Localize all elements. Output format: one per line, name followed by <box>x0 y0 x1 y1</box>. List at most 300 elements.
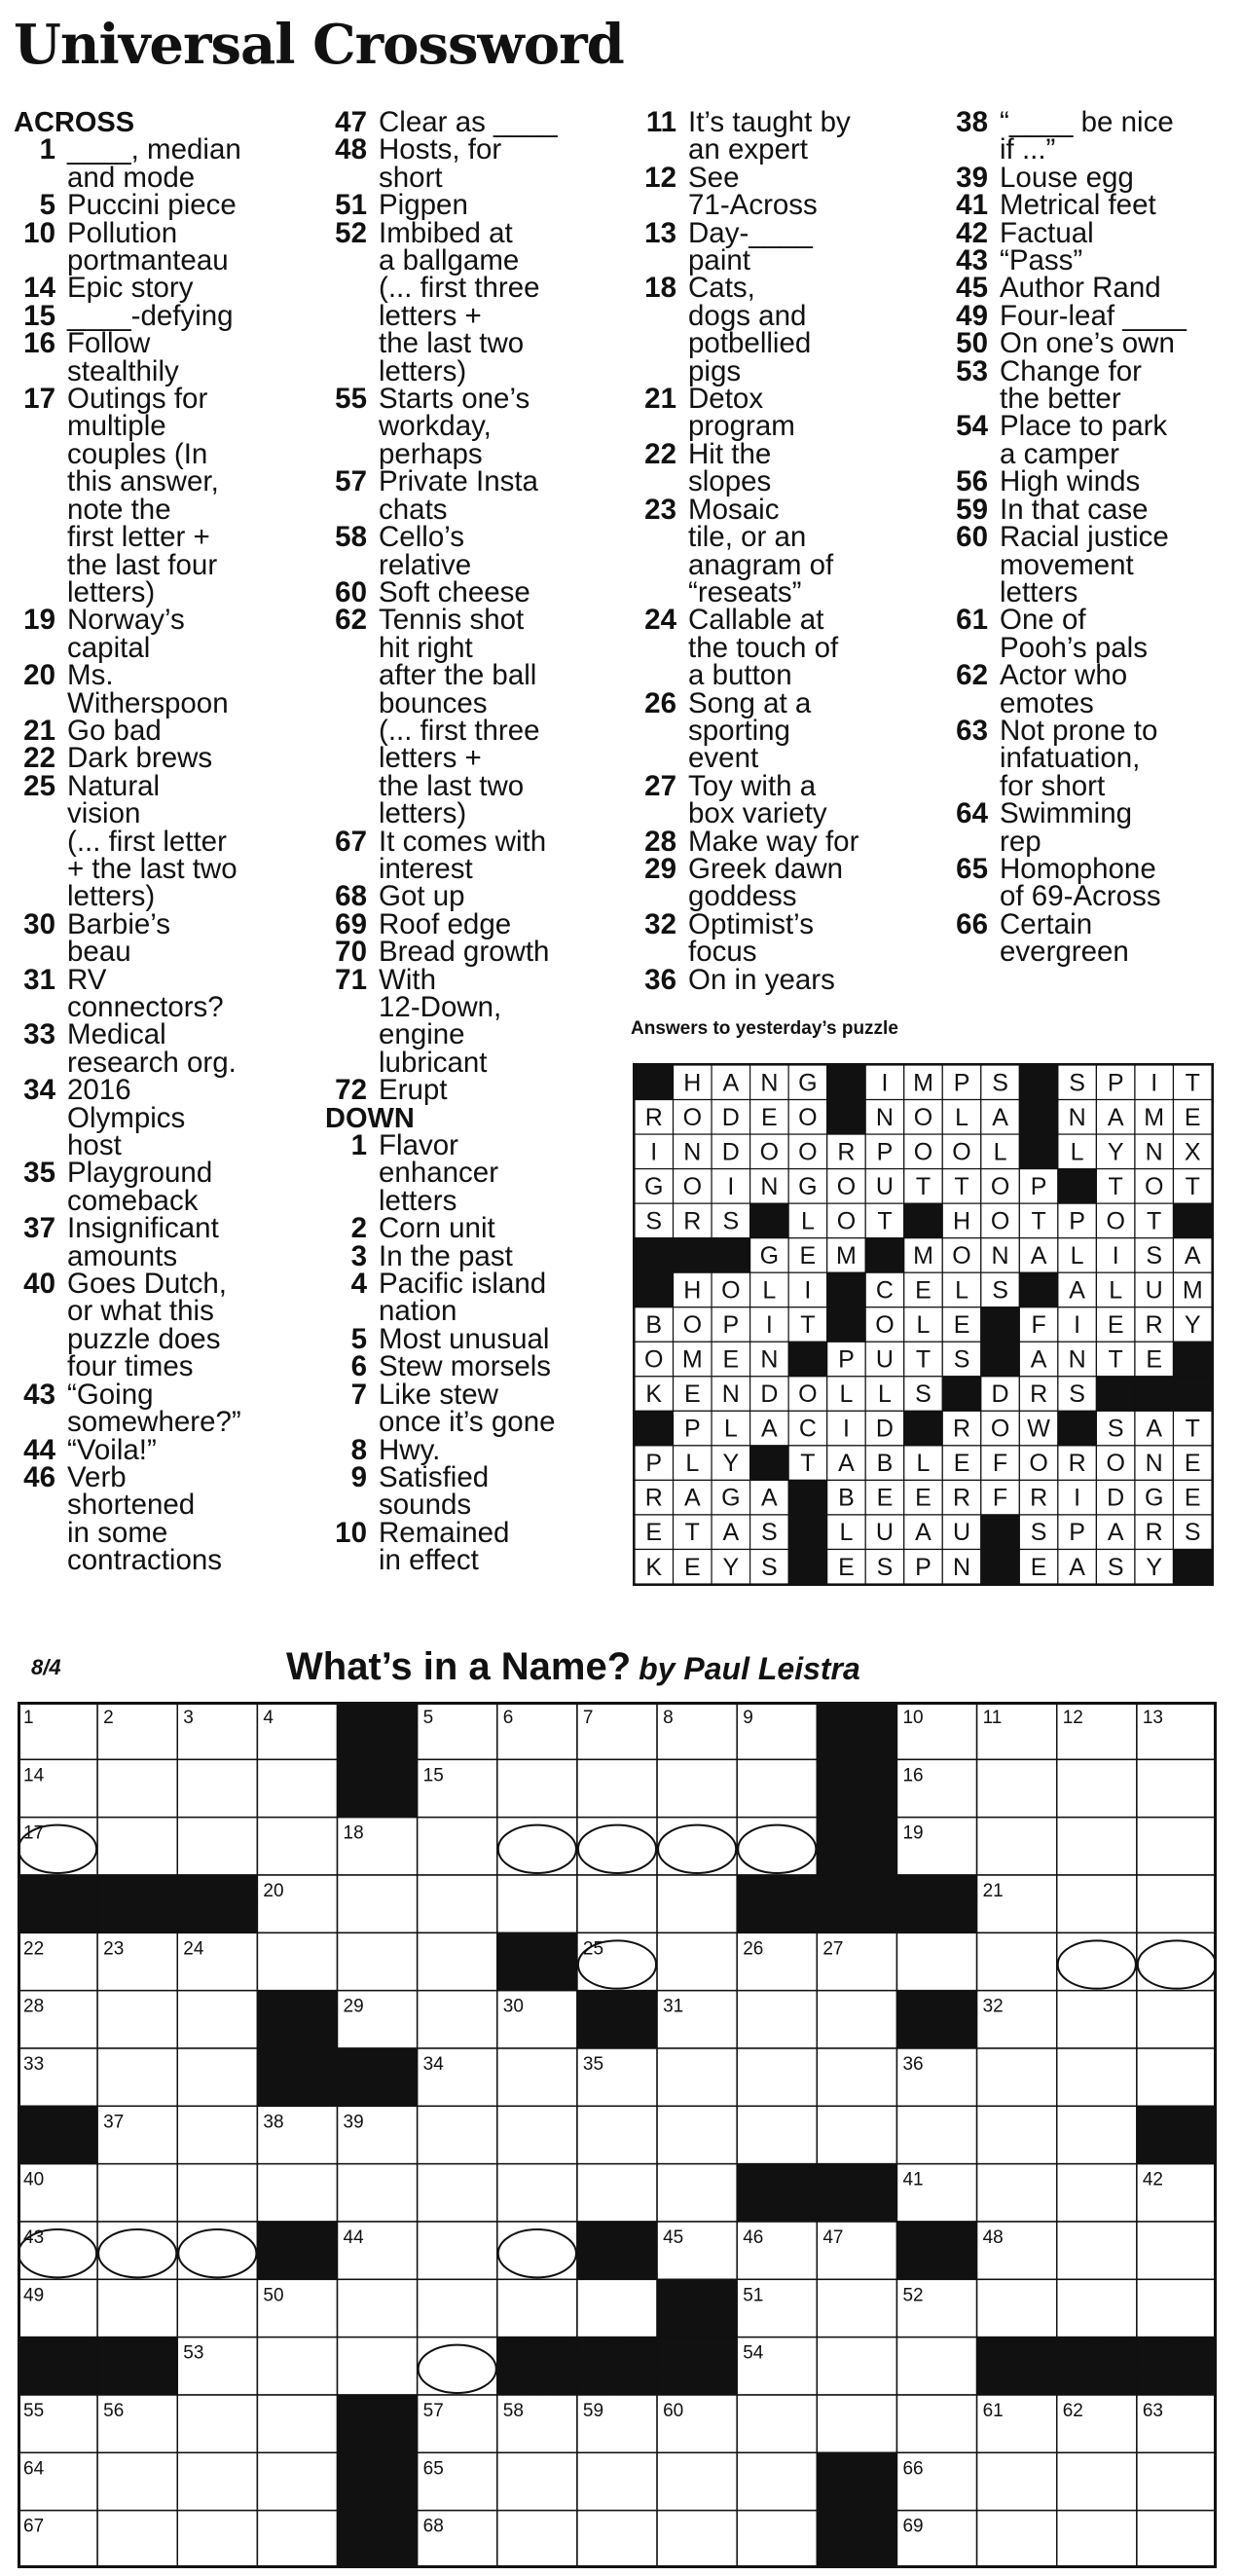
grid-cell[interactable] <box>418 1875 497 1932</box>
answer-letter: T <box>954 1172 969 1200</box>
answer-letter: O <box>1144 1172 1164 1200</box>
answer-letter: L <box>800 1207 815 1235</box>
answer-letter: C <box>798 1415 817 1443</box>
answer-letter: I <box>1074 1311 1081 1340</box>
answer-letter: C <box>875 1276 894 1305</box>
grid-cell[interactable] <box>817 2395 896 2452</box>
grid-cell[interactable] <box>497 1759 577 1817</box>
clue-line: sounds <box>379 1489 472 1522</box>
clue-line: 2016 <box>67 1074 131 1107</box>
answer-letter: E <box>1146 1345 1163 1374</box>
grid-cell[interactable] <box>577 2452 657 2510</box>
answer-block <box>1135 1377 1174 1412</box>
grid-block <box>657 2279 737 2337</box>
grid-cell[interactable] <box>737 2106 817 2163</box>
grid-cell[interactable] <box>657 2106 737 2163</box>
answer-letter: T <box>1031 1207 1046 1235</box>
grid-cell[interactable] <box>1057 1759 1137 1817</box>
clue <box>635 963 942 996</box>
clue-number: 70 <box>335 936 367 969</box>
clue <box>946 604 1238 664</box>
grid-cell[interactable] <box>817 2048 896 2106</box>
clue-text <box>67 1270 321 1381</box>
clue-line: Actor who <box>1000 659 1128 692</box>
clue-text <box>379 521 633 581</box>
answer-letter: O <box>1106 1207 1125 1235</box>
grid-cell[interactable] <box>737 2511 817 2568</box>
grid-cell[interactable] <box>97 2511 177 2568</box>
clue <box>946 410 1238 470</box>
grid-cell[interactable] <box>577 2511 657 2568</box>
clue-line: lubricant <box>379 1046 488 1079</box>
grid-cell[interactable] <box>577 1759 657 1817</box>
grid-cell[interactable] <box>1137 2222 1217 2279</box>
clue-column-1 <box>14 109 321 1575</box>
grid-cell[interactable] <box>97 2279 177 2337</box>
clue-line: contractions <box>67 1544 223 1577</box>
clue-line: (... first three <box>379 714 540 747</box>
grid-cell[interactable] <box>257 2511 337 2568</box>
cell-number: 51 <box>743 2285 764 2306</box>
grid-cell[interactable] <box>338 2337 418 2395</box>
grid-cell[interactable] <box>338 2164 418 2222</box>
cell-number: 67 <box>23 2516 45 2537</box>
cell-number: 26 <box>743 1938 764 1960</box>
grid-cell[interactable] <box>338 1932 418 1990</box>
grid-cell[interactable] <box>97 2048 177 2106</box>
clue-number: 26 <box>644 686 676 719</box>
grid-cell[interactable] <box>896 2337 976 2395</box>
grid-cell[interactable] <box>1057 2511 1137 2568</box>
clue-number: 33 <box>23 1018 55 1051</box>
grid-block <box>817 2164 896 2222</box>
cell-number: 38 <box>263 2112 284 2133</box>
clue-number: 23 <box>644 493 676 526</box>
clue-line: Satisfied <box>379 1460 490 1493</box>
grid-cell[interactable] <box>1057 2106 1137 2163</box>
answer-block <box>1173 1377 1212 1412</box>
grid-cell[interactable] <box>177 2164 257 2222</box>
cell-number: 36 <box>902 2054 924 2075</box>
clue-number: 6 <box>350 1350 367 1383</box>
clue <box>14 327 321 387</box>
answer-letter: R <box>683 1207 702 1235</box>
clue-text <box>67 133 321 194</box>
clue-text <box>67 299 321 332</box>
clue <box>635 769 942 830</box>
grid-cell[interactable] <box>737 2048 817 2106</box>
clue-line: Dark brews <box>67 742 213 775</box>
grid-cell[interactable] <box>657 1875 737 1932</box>
clue-text <box>688 907 942 969</box>
grid-cell[interactable] <box>177 2048 257 2106</box>
clue-text <box>1000 354 1238 416</box>
cell-number: 56 <box>103 2401 125 2421</box>
answer-letter: O <box>875 1311 895 1340</box>
clue <box>946 493 1238 526</box>
answer-letter: O <box>721 1276 741 1305</box>
clue-text <box>67 769 321 913</box>
grid-cell[interactable] <box>737 1991 817 2048</box>
cell-number: 13 <box>1142 1708 1164 1728</box>
clue <box>946 106 1238 166</box>
grid-cell[interactable] <box>418 2279 497 2337</box>
clue-line: Louse egg <box>1000 161 1134 194</box>
grid-cell[interactable] <box>817 2337 896 2395</box>
clue-number: 63 <box>956 714 988 747</box>
clue-number: 59 <box>956 493 988 526</box>
answer-letter: S <box>1107 1553 1124 1581</box>
grid-cell[interactable] <box>977 2106 1057 2163</box>
answer-letter: E <box>683 1380 701 1409</box>
cell-number: 50 <box>263 2285 284 2306</box>
clue-line: engine <box>379 1018 465 1051</box>
answer-block <box>827 1065 866 1100</box>
answer-letter: L <box>916 1311 931 1340</box>
clue-number: 15 <box>23 299 55 332</box>
answer-block <box>750 1203 789 1238</box>
clue-number: 29 <box>644 852 676 885</box>
grid-cell[interactable] <box>737 2452 817 2510</box>
answer-letter: H <box>683 1069 702 1097</box>
answer-letter: E <box>915 1484 932 1512</box>
grid-cell[interactable] <box>577 2106 657 2163</box>
grid-cell[interactable] <box>97 2164 177 2222</box>
grid-cell[interactable] <box>817 1991 896 2048</box>
clue-line: the last two <box>379 327 525 360</box>
grid-cell[interactable] <box>418 1932 497 1990</box>
clue-line: Natural <box>67 769 161 802</box>
answer-letter: M <box>836 1241 857 1270</box>
answer-letter: O <box>644 1345 664 1374</box>
clue-text <box>688 686 942 775</box>
clue-line: goddess <box>688 880 797 913</box>
cell-number: 59 <box>582 2401 604 2421</box>
clue <box>14 216 321 277</box>
cell-number: 63 <box>1142 2401 1164 2421</box>
clue <box>635 825 942 858</box>
answer-letter: A <box>1030 1241 1047 1270</box>
grid-cell[interactable] <box>257 1759 337 1817</box>
clue-line: Four-leaf ____ <box>1000 299 1187 332</box>
clue-number: 30 <box>23 907 55 940</box>
clue-line: somewhere?” <box>67 1406 241 1439</box>
grid-cell[interactable] <box>97 1991 177 2048</box>
clue <box>14 1018 321 1079</box>
grid-cell[interactable] <box>497 2511 577 2568</box>
clue-text <box>379 1378 633 1439</box>
clue-line: With <box>379 963 436 996</box>
grid-cell[interactable] <box>577 2164 657 2222</box>
clue <box>635 604 942 692</box>
grid-cell[interactable] <box>657 2511 737 2568</box>
clue-line: an expert <box>688 133 808 166</box>
clue-number: 10 <box>23 216 55 249</box>
clue-text <box>379 383 633 470</box>
grid-cell[interactable] <box>97 2452 177 2510</box>
clue <box>325 1516 633 1577</box>
clue-line: Pollution <box>67 216 178 249</box>
answer-block <box>1173 1203 1212 1238</box>
grid-cell[interactable] <box>737 2395 817 2452</box>
clue <box>325 1212 633 1245</box>
grid-cell[interactable] <box>1137 1991 1217 2048</box>
clue-number: 16 <box>23 327 55 360</box>
grid-cell[interactable] <box>977 1818 1057 1875</box>
clue-line: Epic story <box>67 272 194 305</box>
answer-block <box>788 1480 827 1515</box>
grid-cell[interactable] <box>257 1932 337 1990</box>
clue-text <box>1000 161 1238 194</box>
clue-line: slopes <box>688 465 772 498</box>
clue-line: event <box>688 742 759 775</box>
grid-cell[interactable] <box>177 1818 257 1875</box>
grid-cell[interactable] <box>418 2222 497 2279</box>
grid-cell[interactable] <box>657 1932 737 1990</box>
clue-number: 5 <box>39 189 55 222</box>
cell-number: 30 <box>502 1996 524 2017</box>
answer-letter: A <box>1146 1415 1163 1443</box>
answer-letter: D <box>760 1380 779 1409</box>
clue-line: perhaps <box>379 437 483 470</box>
clue <box>325 1129 633 1217</box>
clue <box>14 133 321 194</box>
grid-cell[interactable] <box>657 2452 737 2510</box>
clue-text <box>67 272 321 305</box>
answer-letter: N <box>1068 1103 1086 1131</box>
grid-cell[interactable] <box>497 1875 577 1932</box>
clue-line: It’s taught by <box>688 106 851 138</box>
grid-cell[interactable] <box>1137 2048 1217 2106</box>
grid-cell[interactable] <box>977 1932 1057 1990</box>
clue <box>325 575 633 608</box>
grid-cell[interactable] <box>817 2279 896 2337</box>
clue-number: 62 <box>335 604 367 637</box>
grid-block <box>577 2222 657 2279</box>
grid-cell[interactable] <box>1057 2452 1137 2510</box>
clue-line: in some <box>67 1516 168 1549</box>
grid-cell[interactable] <box>497 2048 577 2106</box>
clue-line: (... first three <box>379 272 540 305</box>
answer-letter: A <box>1184 1241 1201 1270</box>
answer-letter: K <box>645 1380 663 1409</box>
grid-cell[interactable] <box>257 2452 337 2510</box>
grid-cell[interactable] <box>418 1818 497 1875</box>
clue-line: Starts one’s <box>379 383 530 416</box>
cell-number: 20 <box>263 1881 284 1901</box>
cell-number: 14 <box>23 1765 45 1786</box>
grid-cell[interactable] <box>97 1818 177 1875</box>
answer-block <box>1019 1100 1058 1135</box>
clue-text <box>67 1460 321 1577</box>
grid-cell[interactable] <box>1137 1818 1217 1875</box>
grid-cell[interactable] <box>657 2164 737 2222</box>
cell-number: 5 <box>422 1708 434 1728</box>
grid-cell[interactable] <box>977 2164 1057 2222</box>
clue <box>14 714 321 747</box>
clue-line: Mosaic <box>688 493 780 526</box>
grid-cell[interactable] <box>657 2048 737 2106</box>
grid-cell[interactable] <box>896 1932 976 1990</box>
cell-number: 7 <box>582 1708 594 1728</box>
grid-block <box>977 2337 1057 2395</box>
grid-cell[interactable] <box>737 1759 817 1817</box>
grid-cell[interactable] <box>977 2452 1057 2510</box>
grid-cell[interactable] <box>1137 2452 1217 2510</box>
grid-cell[interactable] <box>977 2279 1057 2337</box>
answer-letter: G <box>644 1172 664 1200</box>
grid-cell[interactable] <box>257 2164 337 2222</box>
clue-line: enhancer <box>379 1157 499 1190</box>
grid-cell[interactable] <box>977 1759 1057 1817</box>
cell-number: 46 <box>743 2227 764 2248</box>
grid-block <box>18 2337 97 2395</box>
answer-letter: U <box>875 1345 894 1374</box>
clue <box>14 907 321 969</box>
clue-number: 48 <box>335 133 367 166</box>
clue-line: Not prone to <box>1000 714 1158 747</box>
cell-number: 28 <box>23 1996 45 2017</box>
clue-line: short <box>379 161 443 194</box>
answer-block <box>865 1238 904 1273</box>
grid-cell[interactable] <box>1137 2279 1217 2337</box>
clue-number: 22 <box>644 437 676 470</box>
clue <box>635 383 942 443</box>
clue-line: tile, or an <box>688 521 807 554</box>
grid-cell[interactable] <box>817 2106 896 2163</box>
answer-letter: U <box>1145 1276 1163 1305</box>
clue-line: Swimming <box>1000 797 1133 830</box>
grid-cell[interactable] <box>257 2395 337 2452</box>
clue-line: nation <box>379 1295 457 1328</box>
grid-cell[interactable] <box>1057 2279 1137 2337</box>
answer-block <box>635 1065 674 1100</box>
grid-cell[interactable] <box>896 2106 976 2163</box>
grid-cell[interactable] <box>977 2511 1057 2568</box>
grid-cell[interactable] <box>497 2164 577 2222</box>
answer-letter: T <box>877 1207 893 1235</box>
clue-text <box>688 106 942 166</box>
grid-cell[interactable] <box>1137 1875 1217 1932</box>
grid-cell[interactable] <box>177 2395 257 2452</box>
clue <box>14 1212 321 1272</box>
clue-line: In the past <box>379 1239 513 1272</box>
clue-text <box>67 216 321 277</box>
answer-letter: G <box>1144 1484 1164 1512</box>
clue <box>635 907 942 969</box>
clue-number: 37 <box>23 1212 55 1245</box>
grid-cell[interactable] <box>418 2164 497 2222</box>
grid-cell[interactable] <box>1057 2048 1137 2106</box>
cell-number: 32 <box>982 1996 1004 2017</box>
cell-number: 29 <box>343 1996 364 2017</box>
clue <box>325 189 633 222</box>
clue-line: “Going <box>67 1378 154 1411</box>
grid-cell[interactable] <box>497 2106 577 2163</box>
grid-cell[interactable] <box>177 2106 257 2163</box>
clue-line: couples (In <box>67 437 208 470</box>
grid-cell[interactable] <box>497 2279 577 2337</box>
clue-text <box>1000 493 1238 526</box>
grid-cell[interactable] <box>177 2452 257 2510</box>
clue <box>946 465 1238 498</box>
grid-cell[interactable] <box>896 2395 976 2452</box>
grid-cell[interactable] <box>177 1991 257 2048</box>
grid-cell[interactable] <box>338 2279 418 2337</box>
grid-cell[interactable] <box>177 2279 257 2337</box>
grid-cell[interactable] <box>977 2048 1057 2106</box>
clue-text <box>688 604 942 692</box>
grid-cell[interactable] <box>1057 1818 1137 1875</box>
answer-letter: S <box>953 1345 970 1374</box>
grid-cell[interactable] <box>177 1759 257 1817</box>
clue-number: 60 <box>335 575 367 608</box>
answer-block <box>788 1342 827 1377</box>
grid-block <box>257 2048 337 2106</box>
grid-cell[interactable] <box>97 1759 177 1817</box>
answer-block <box>1173 1342 1212 1377</box>
answer-block <box>827 1272 866 1307</box>
clue-line: interest <box>379 852 473 885</box>
clue-line: Imbibed at <box>379 216 513 249</box>
clue-text <box>379 963 633 1079</box>
grid-cell[interactable] <box>338 1875 418 1932</box>
clue-line: the last two <box>379 769 525 802</box>
clue-line: shortened <box>67 1489 196 1522</box>
answers-label: Answers to yesterday’s puzzle <box>631 1018 898 1039</box>
answer-letter: B <box>838 1484 855 1512</box>
clue-line: Witherspoon <box>67 686 229 719</box>
grid-cell[interactable] <box>657 1759 737 1817</box>
answer-letter: G <box>721 1484 741 1512</box>
clue <box>635 161 942 222</box>
clue-text <box>379 1239 633 1272</box>
grid-cell[interactable] <box>1137 2511 1217 2568</box>
clue-text <box>379 133 633 194</box>
grid-cell[interactable] <box>1057 2222 1137 2279</box>
grid-block <box>338 1702 418 1759</box>
grid-cell[interactable] <box>257 1818 337 1875</box>
cell-number: 19 <box>902 1822 924 1844</box>
grid-cell[interactable] <box>1057 1875 1137 1932</box>
grid-cell[interactable] <box>418 1991 497 2048</box>
clue-line: One of <box>1000 604 1086 637</box>
grid-cell[interactable] <box>1137 1759 1217 1817</box>
clue-text <box>379 936 633 969</box>
answer-block <box>904 1411 943 1446</box>
grid-cell[interactable] <box>1057 2164 1137 2222</box>
grid-cell[interactable] <box>1057 1991 1137 2048</box>
clue-line: Corn unit <box>379 1212 495 1245</box>
cell-number: 45 <box>663 2227 684 2248</box>
grid-cell[interactable] <box>257 2337 337 2395</box>
clue-text <box>67 907 321 969</box>
clue-line: Barbie’s <box>67 907 171 940</box>
grid-cell[interactable] <box>577 1875 657 1932</box>
grid-cell[interactable] <box>497 2452 577 2510</box>
answer-letter: A <box>1107 1519 1124 1547</box>
clue-number: 62 <box>956 659 988 692</box>
clue-line: Song at a <box>688 686 812 719</box>
grid-cell[interactable] <box>418 2106 497 2163</box>
clue-number: 18 <box>644 272 676 305</box>
grid-cell[interactable] <box>177 2511 257 2568</box>
clue-line: the last four <box>67 548 218 581</box>
clue-text <box>379 189 633 222</box>
grid-cell[interactable] <box>577 2279 657 2337</box>
answer-letter: P <box>1107 1069 1124 1097</box>
clue-text <box>1000 797 1238 858</box>
